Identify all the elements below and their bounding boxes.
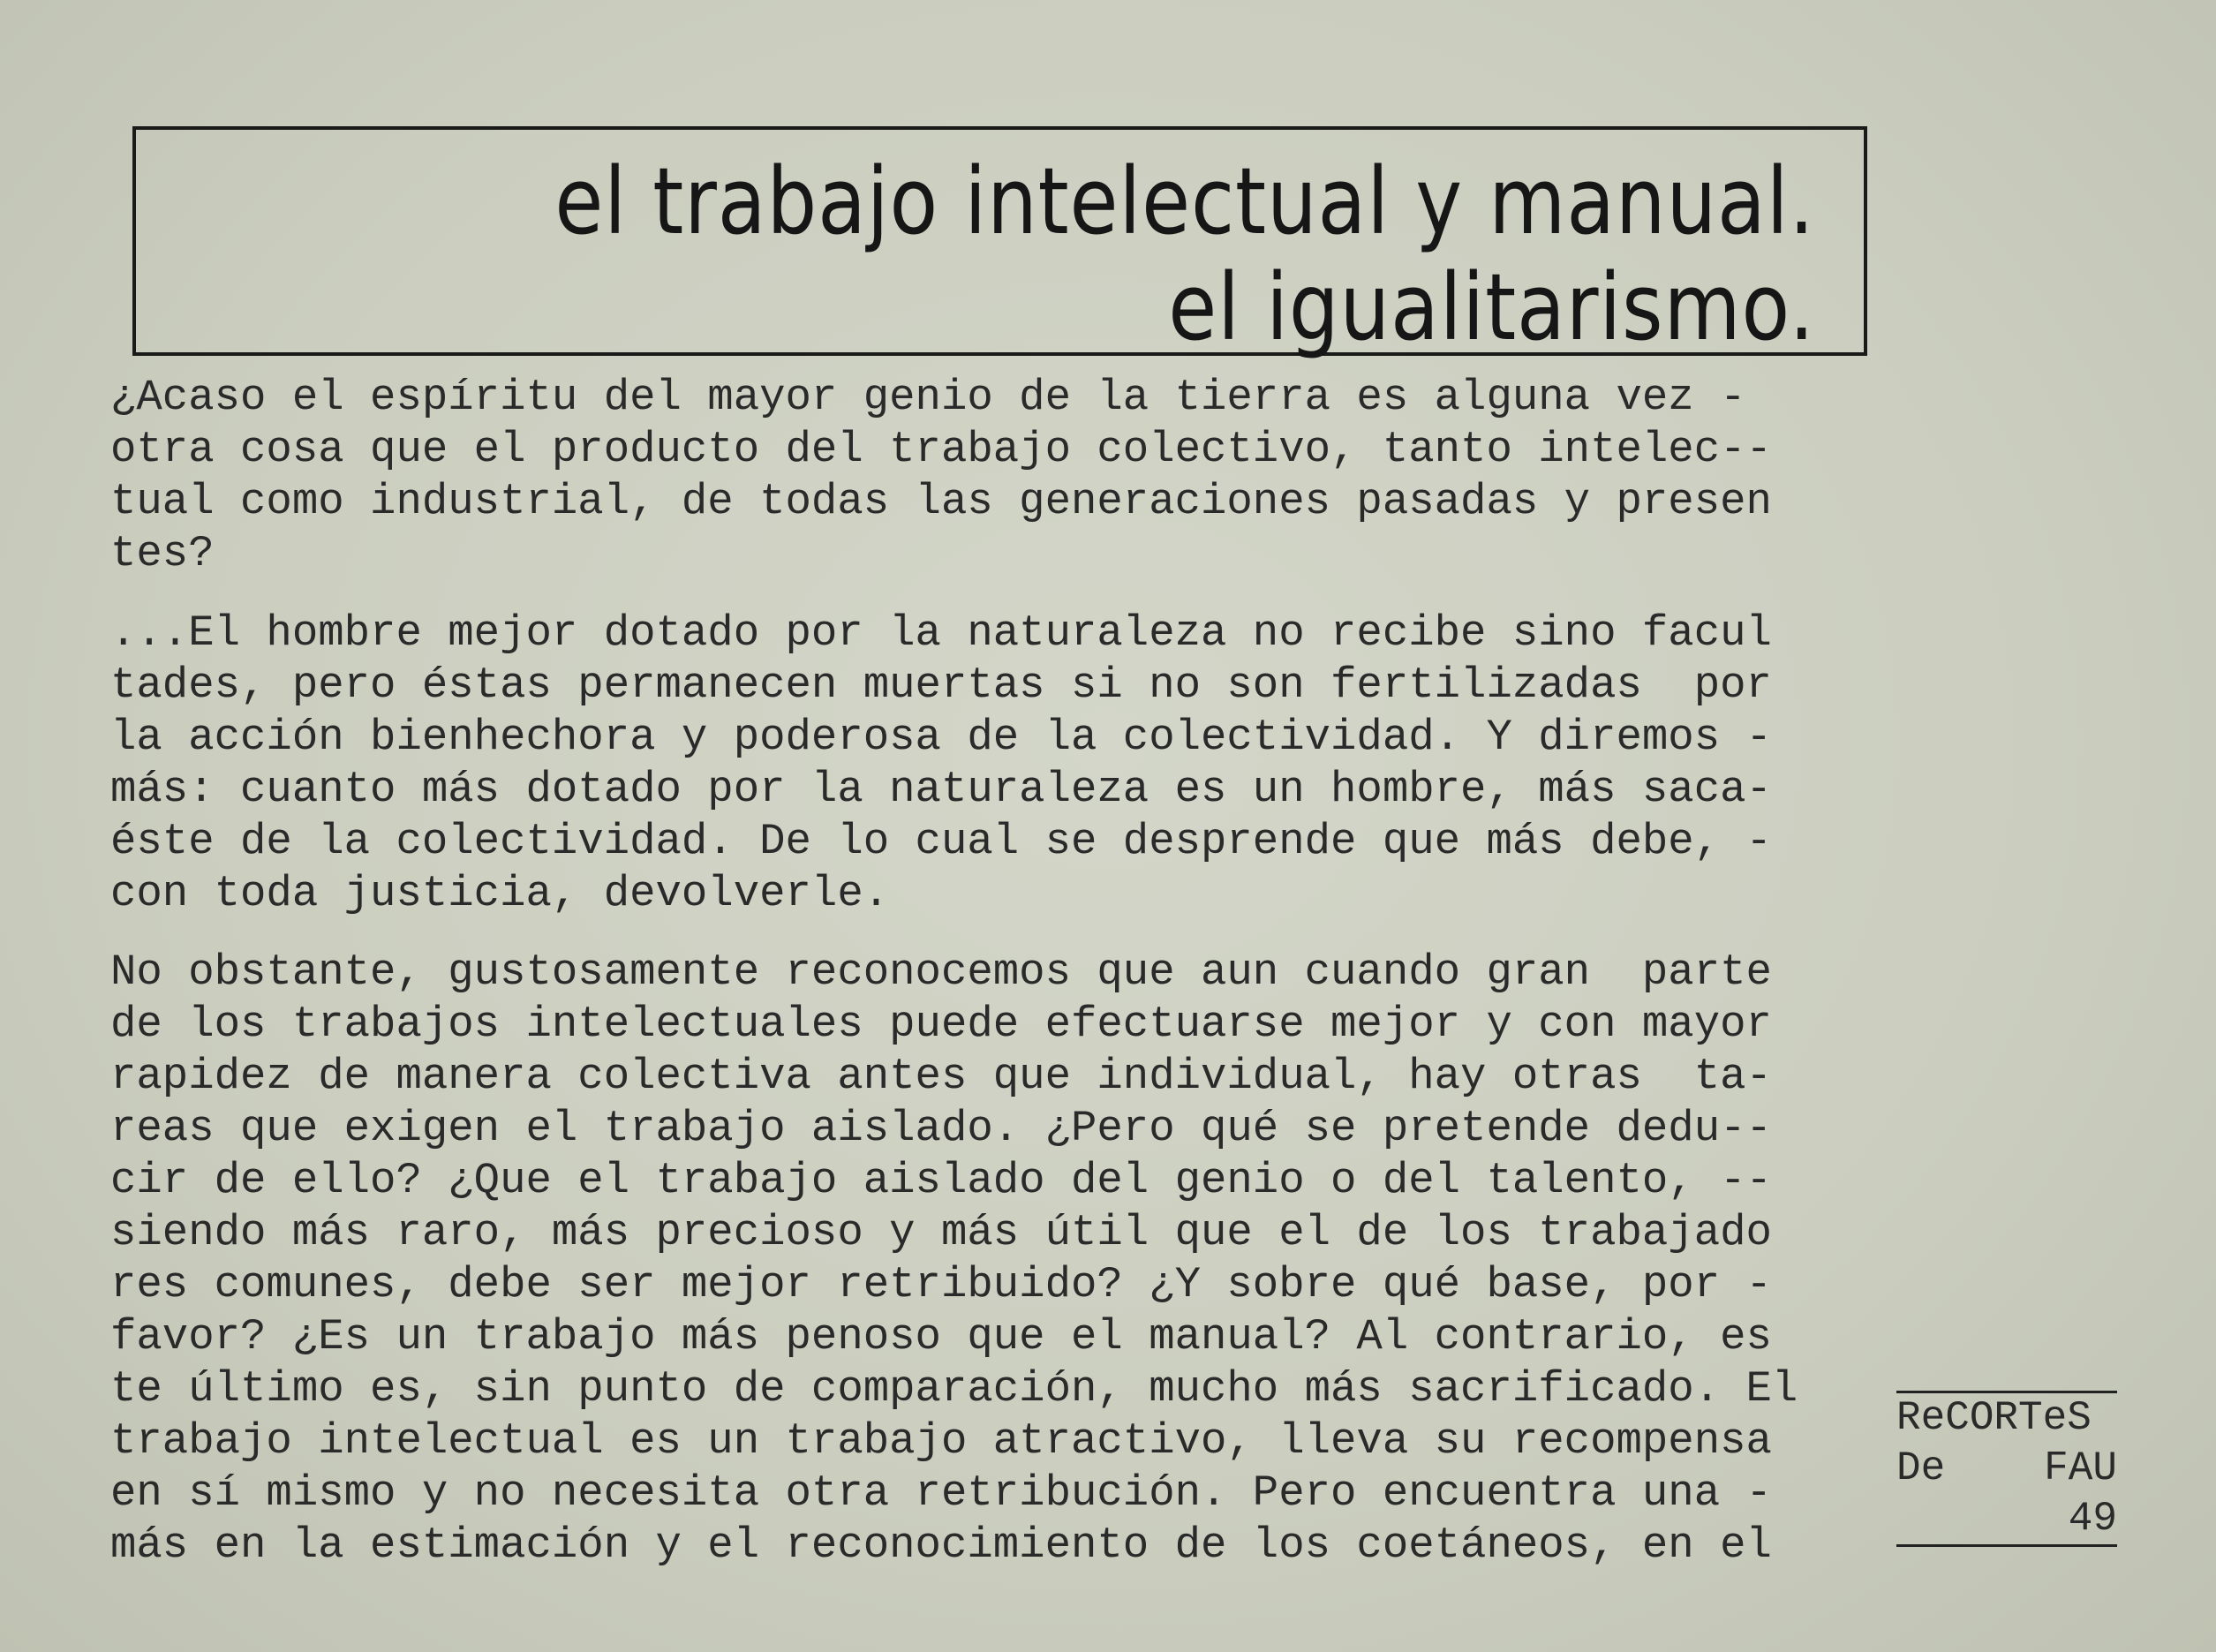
text-line: res comunes, debe ser mejor retribuido? ¿Y sobre qué base, por - xyxy=(110,1260,1772,1309)
text-line: trabajo intelectual es un trabajo atractivo, lleva su recompensa xyxy=(110,1416,1772,1466)
text-line: tual como industrial, de todas las generaciones pasadas y presen xyxy=(110,477,1772,526)
text-line: No obstante, gustosamente reconocemos que aun cuando gran parte xyxy=(110,947,1772,997)
text-line: con toda justicia, devolverle. xyxy=(110,869,890,918)
text-line: tades, pero éstas permanecen muertas si no son fertilizadas por xyxy=(110,660,1772,710)
publication-footer xyxy=(1896,1391,2117,1547)
text-line: reas que exigen el trabajo aislado. ¿Pero qué se pretende dedu-- xyxy=(110,1104,1772,1153)
paragraph-2 xyxy=(110,607,1876,920)
text-line: siendo más raro, más precioso y más útil que el de los trabajado xyxy=(110,1208,1772,1257)
text-line: ...El hombre mejor dotado por la naturaleza no recibe sino facul xyxy=(110,608,1772,658)
title-line-2: el igualitarismo. xyxy=(1168,253,1815,361)
text-line: más: cuanto más dotado por la naturaleza es un hombre, más saca- xyxy=(110,765,1772,814)
text-line: éste de la colectividad. De lo cual se desprende que más debe, - xyxy=(110,817,1772,866)
text-line: en sí mismo y no necesita otra retribución. Pero encuentra una - xyxy=(110,1468,1772,1518)
text-line: ¿Acaso el espíritu del mayor genio de la tierra es alguna vez - xyxy=(110,373,1746,422)
page-number: 49 xyxy=(1896,1494,2117,1547)
footer-word-fau: FAU xyxy=(2044,1445,2117,1491)
text-line: rapidez de manera colectiva antes que individual, hay otras ta- xyxy=(110,1052,1772,1101)
text-line: más en la estimación y el reconocimiento de los coetáneos, en el xyxy=(110,1520,1772,1570)
title-box xyxy=(132,126,1867,361)
paragraph-3 xyxy=(110,947,1876,1572)
text-line: favor? ¿Es un trabajo más penoso que el manual? Al contrario, es xyxy=(110,1312,1772,1362)
text-line: otra cosa que el producto del trabajo colectivo, tanto intelec-- xyxy=(110,425,1772,474)
text-line: te último es, sin punto de comparación, mucho más sacrificado. El xyxy=(110,1364,1798,1414)
paragraph-1 xyxy=(110,372,1876,580)
title-line-1: el trabajo intelectual y manual. xyxy=(554,147,1815,255)
footer-publication-name: ReCORTeS xyxy=(1896,1395,2092,1441)
footer-word-de: De xyxy=(1896,1445,1946,1491)
text-line: cir de ello? ¿Que el trabajo aislado del genio o del talento, -- xyxy=(110,1156,1772,1205)
text-line: tes? xyxy=(110,529,215,578)
text-line: de los trabajos intelectuales puede efectuarse mejor y con mayor xyxy=(110,999,1772,1049)
text-line: la acción bienhechora y poderosa de la colectividad. Y diremos - xyxy=(110,713,1772,762)
footer-subtitle xyxy=(1896,1444,2117,1494)
